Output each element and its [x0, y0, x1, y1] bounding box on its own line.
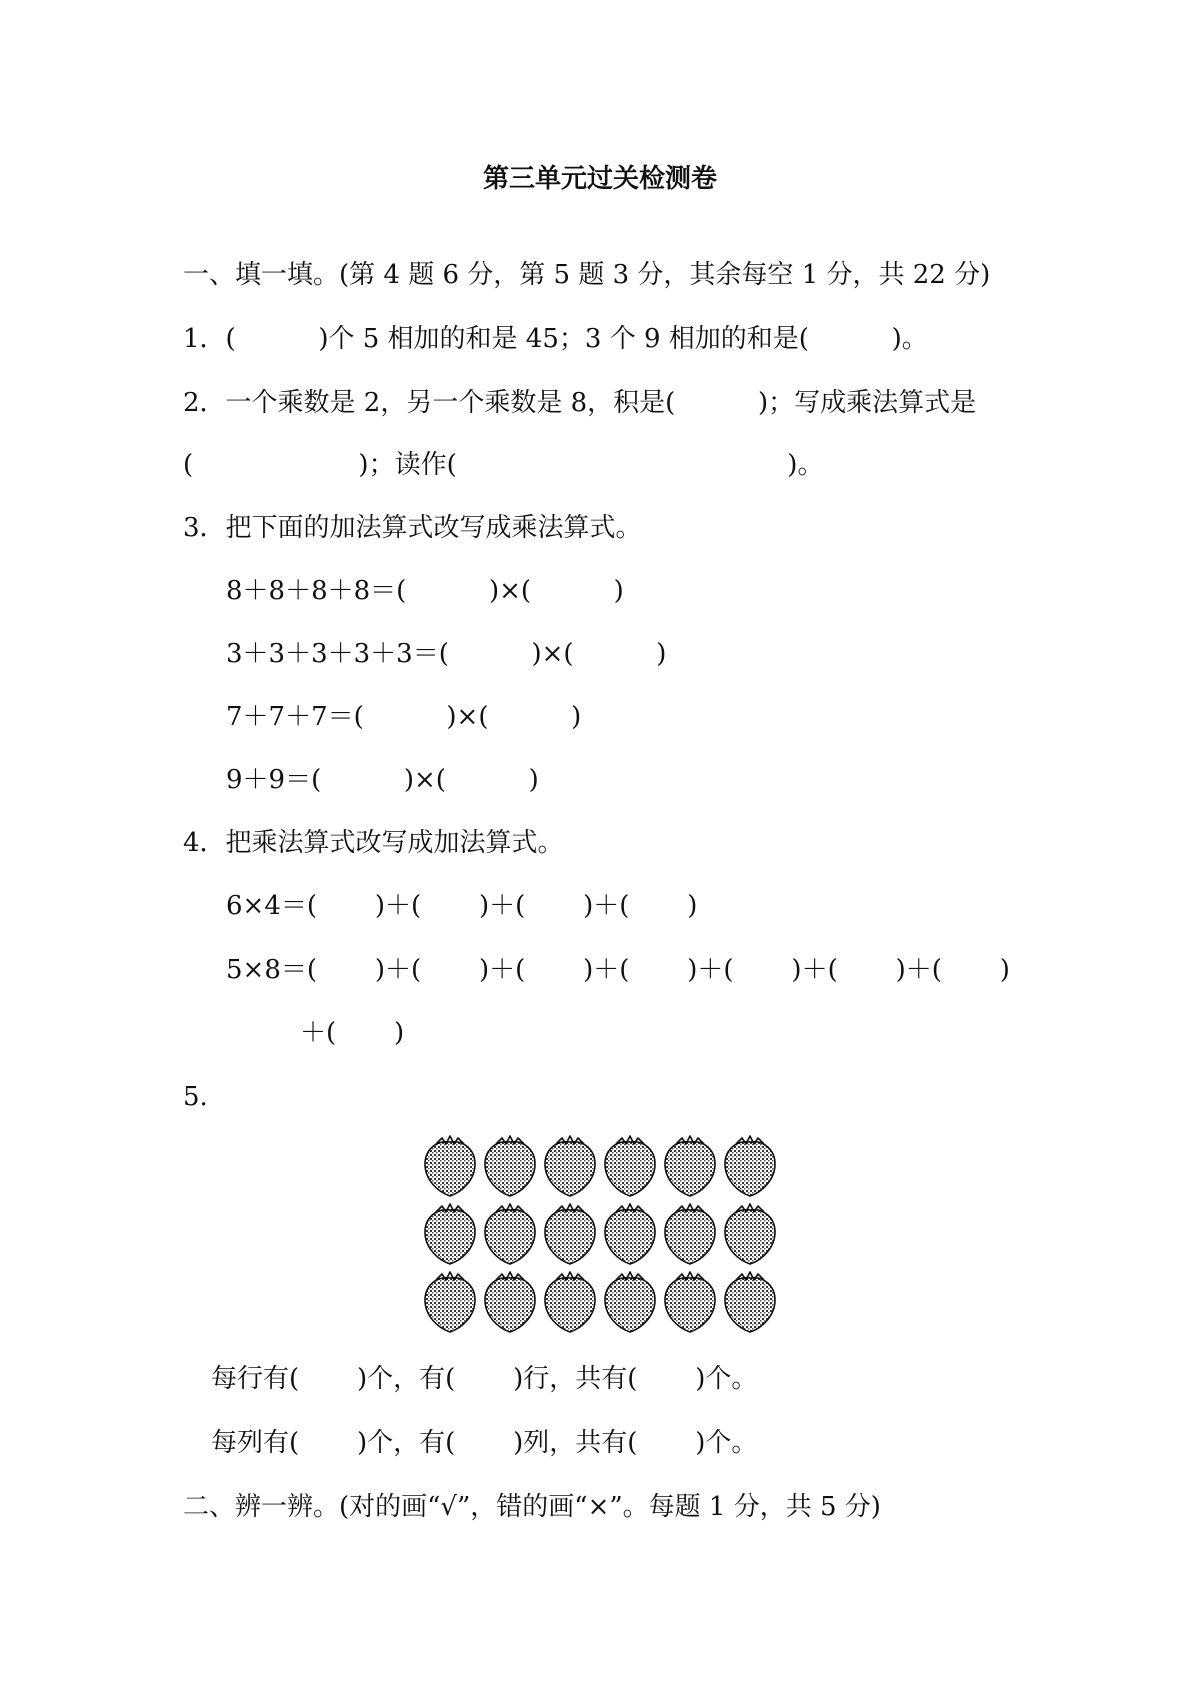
question-5-rows-sentence: 每行有( )个，有( )行，共有( )个。: [211, 1364, 758, 1394]
strawberry-icon: [665, 1204, 715, 1264]
section2-heading: 二、辨一辨。(对的画“√”，错的画“×”。每题 1 分，共 5 分): [183, 1492, 881, 1522]
question-4-prompt: 4．把乘法算式改写成加法算式。: [183, 828, 564, 858]
question-3-item: 7＋7＋7＝( )×( ): [226, 702, 582, 732]
strawberry-icon: [725, 1136, 775, 1196]
question-1: 1．( )个 5 相加的和是 45；3 个 9 相加的和是( )。: [183, 324, 928, 354]
strawberry-icon: [665, 1272, 715, 1332]
question-2-line-2: ( )；读作( )。: [183, 450, 824, 480]
strawberry-icon: [545, 1204, 595, 1264]
strawberry-icon: [545, 1272, 595, 1332]
strawberry-icon: [665, 1136, 715, 1196]
strawberry-icon: [485, 1136, 535, 1196]
section1-heading: 一、填一填。(第 4 题 6 分，第 5 题 3 分，其余每空 1 分，共 22 分): [183, 260, 991, 290]
question-5-number: 5.: [183, 1082, 208, 1112]
question-5-columns-sentence: 每列有( )个，有( )列，共有( )个。: [211, 1428, 758, 1458]
page-title: 第三单元过关检测卷: [482, 164, 717, 194]
question-3-item: 8＋8＋8＋8＝( )×( ): [226, 576, 624, 606]
strawberry-icon: [605, 1204, 655, 1264]
strawberry-icon: [485, 1204, 535, 1264]
question-2-line-1: 2．一个乘数是 2，另一个乘数是 8，积是( )；写成乘法算式是: [183, 388, 977, 418]
strawberry-icon: [605, 1272, 655, 1332]
strawberry-icon: [485, 1272, 535, 1332]
strawberry-icon: [425, 1136, 475, 1196]
strawberry-icon: [605, 1136, 655, 1196]
strawberry-grid: [420, 1130, 784, 1340]
question-3-item: 3＋3＋3＋3＋3＝( )×( ): [226, 639, 667, 669]
strawberry-icon: [425, 1272, 475, 1332]
question-4-item-2: 5×8＝( )＋( )＋( )＋( )＋( )＋( )＋( ): [226, 955, 1010, 985]
question-3-item: 9＋9＝( )×( ): [226, 765, 539, 795]
strawberry-icon: [425, 1204, 475, 1264]
strawberry-icon: [545, 1136, 595, 1196]
question-3-prompt: 3．把下面的加法算式改写成乘法算式。: [183, 513, 642, 543]
strawberry-icon: [725, 1272, 775, 1332]
question-4-item-2-continued: ＋( ): [300, 1018, 405, 1048]
strawberry-icon: [725, 1204, 775, 1264]
question-4-item-1: 6×4＝( )＋( )＋( )＋( ): [226, 891, 698, 921]
